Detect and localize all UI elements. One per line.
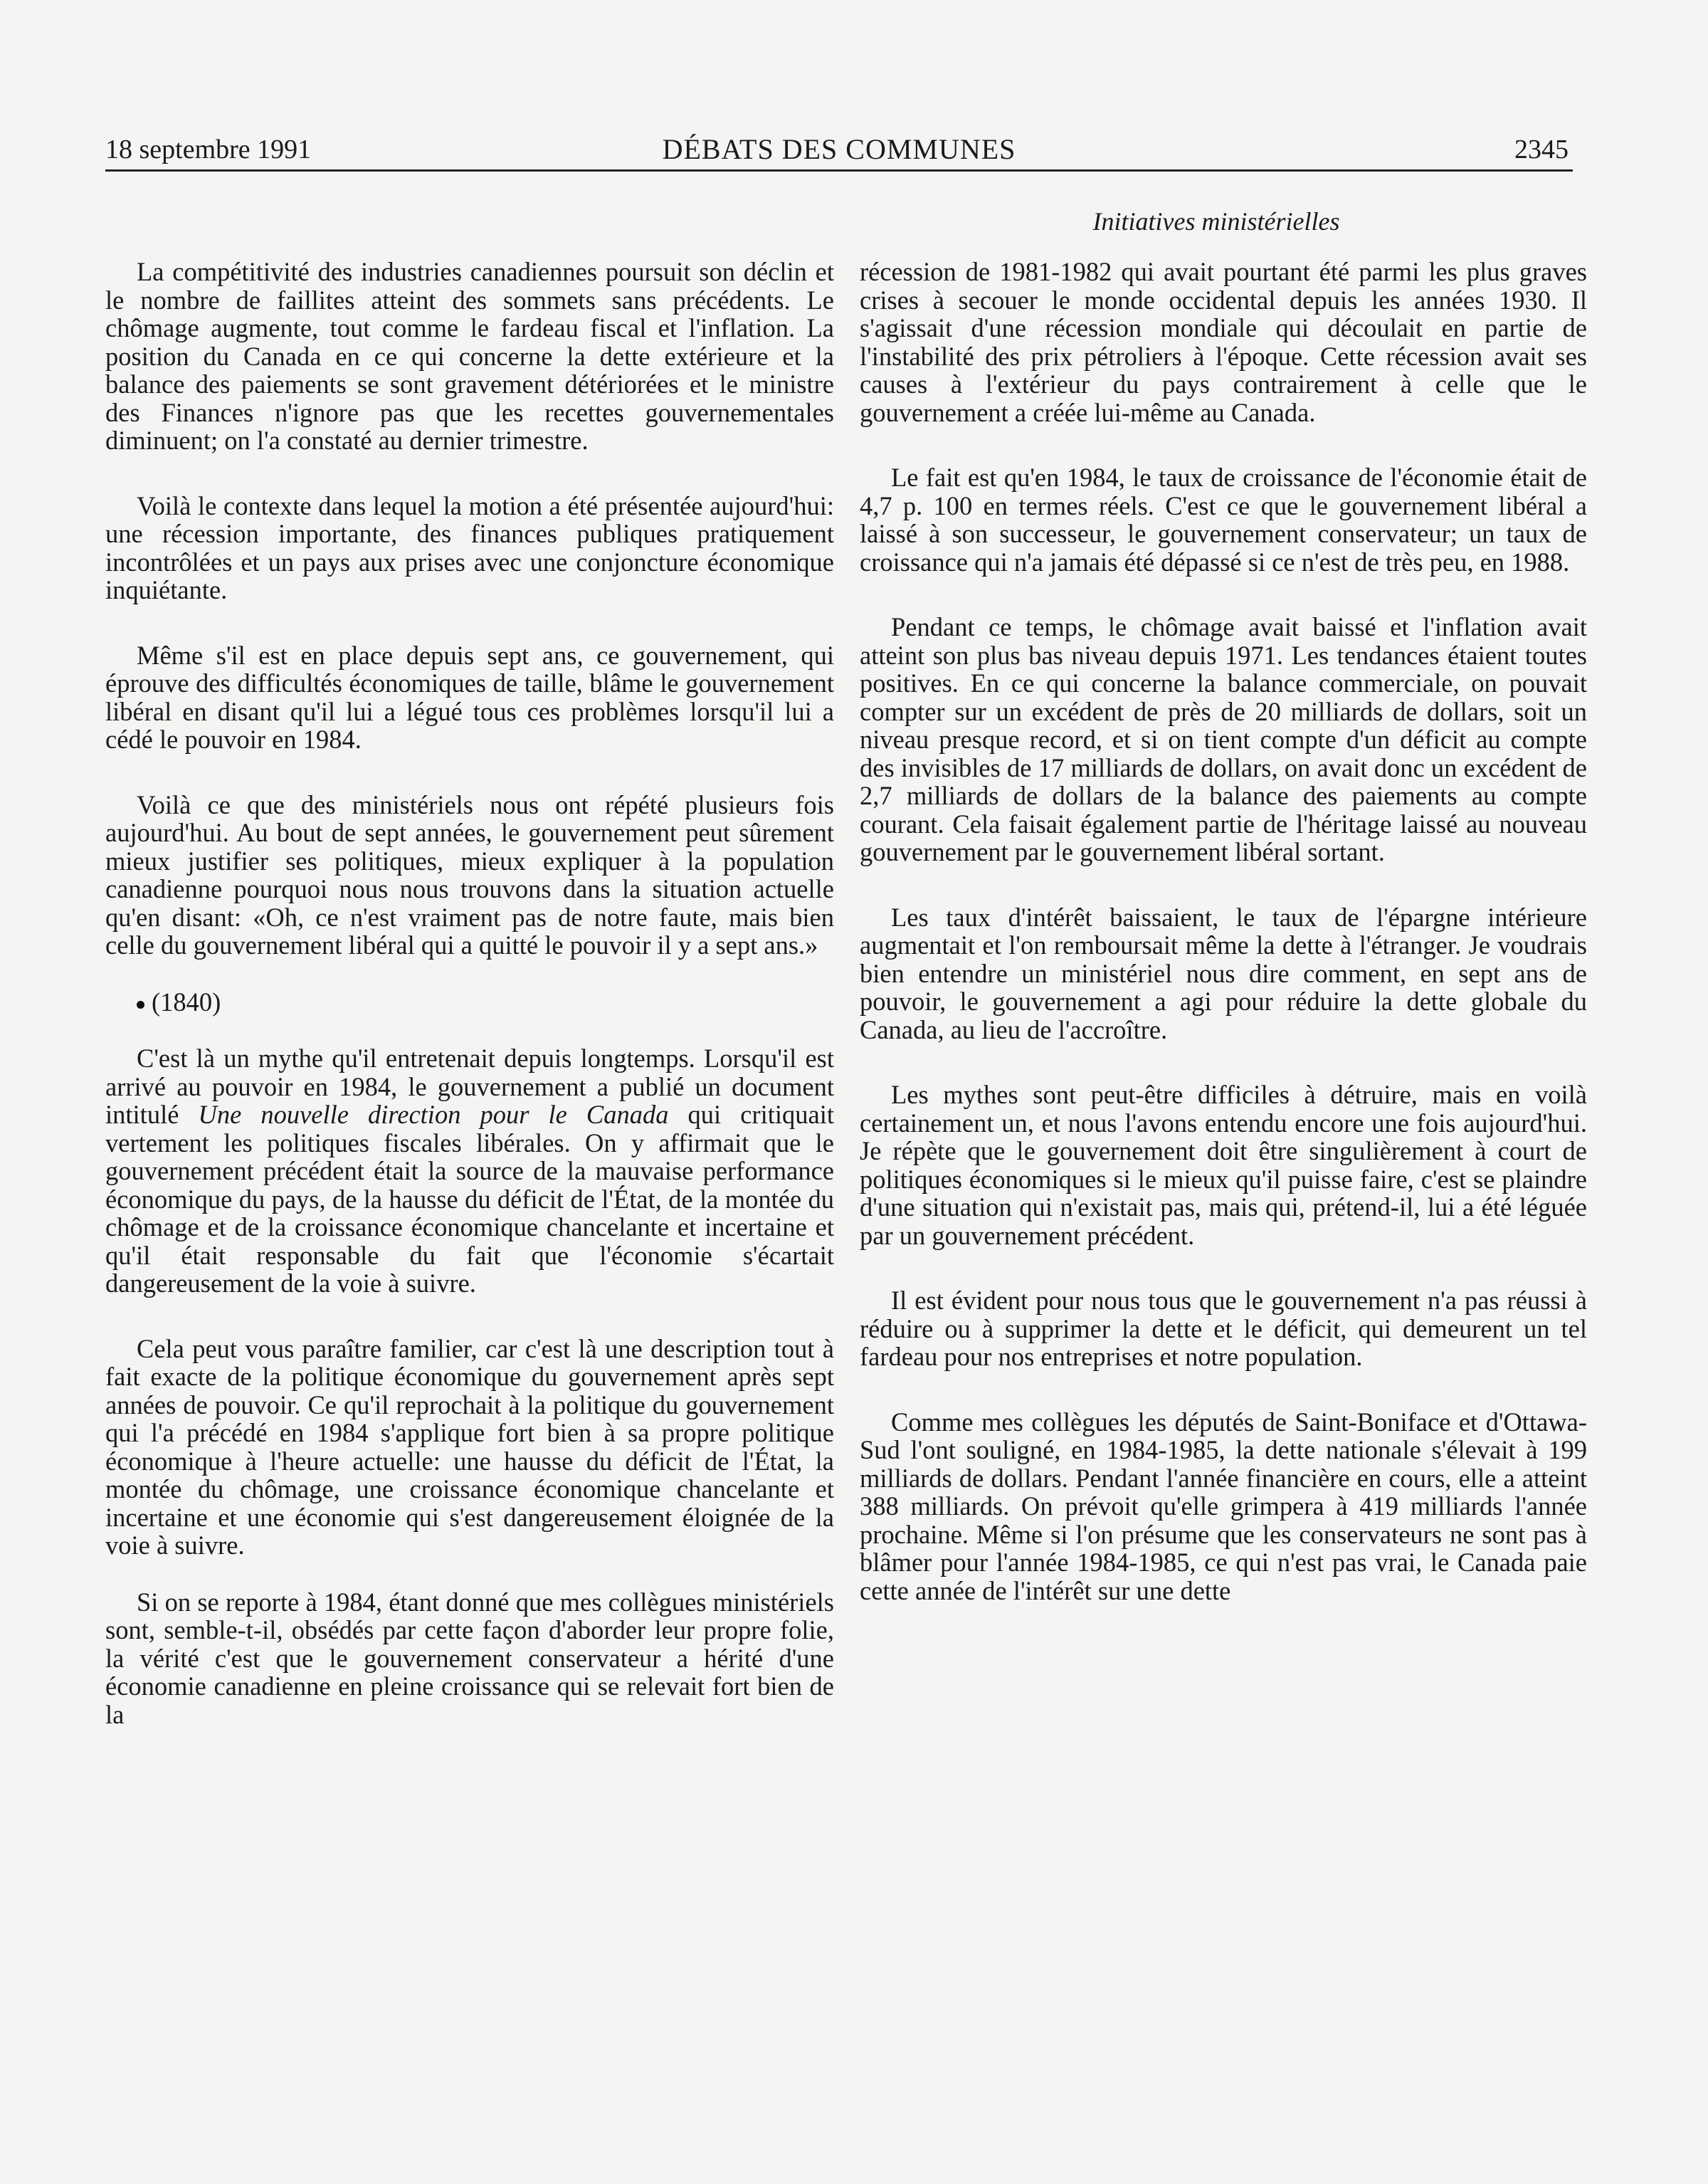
section-label: Initiatives ministérielles xyxy=(1092,207,1340,236)
paragraph: Même s'il est en place depuis sept ans, ce gouvernement, qui éprouve des difficultés économiques de taille, blâme le gouvernement libéral en disant qu'il lui a légué tous ces problèmes lorsqu'il lui a cédé le pouvoir en 1984. xyxy=(105,640,834,754)
paragraph: Cela peut vous paraître familier, car c'est là une description tout à fait exacte de la politique économique du gouvernement après sept années de pouvoir. Ce qu'il reprochait à la politique du gouvernement qui l'a précédé en 1984 s'applique fort bien à sa propre politique économique à l'heure actuelle: une hausse du déficit de l'État, la montée du chômage, une croissance économique chancelante et incertaine et une économie qui s'est dangereusement éloignée de la voie à suivre. xyxy=(105,1333,834,1560)
paragraph: Voilà ce que des ministériels nous ont répété plusieurs fois aujourd'hui. Au bout de sept années, le gouvernement peut sûrement mieux justifier ses politiques, mieux expliquer à la population canadienne pourquoi nous nous trouvons dans la situation actuelle qu'en disant: «Oh, ce n'est vraiment pas de notre faute, mais bien celle du gouvernement libéral qui a quitté le pouvoir il y a sept ans.» xyxy=(105,789,834,960)
page-header xyxy=(105,127,1573,172)
paragraph-text: C'est là un mythe qu'il entretenait depuis longtemps. Lorsqu'il est arrivé au pouvoir en 1984, le gouvernement a publié un document intitulé xyxy=(105,1044,834,1129)
document-title-italic: Une nouvelle direction pour le Canada xyxy=(198,1100,669,1129)
paragraph: Voilà le contexte dans lequel la motion a été présentée aujourd'hui: une récession importante, des finances publiques pratiquement incontrôlées et un pays aux prises avec une conjoncture économique inquiétante. xyxy=(105,490,834,604)
page-number: 2345 xyxy=(1514,135,1569,164)
paragraph-continued: récession de 1981-1982 qui avait pourtant été parmi les plus graves crises à secouer le monde occidental depuis les années 1930. Il s'agissait d'une récession mondiale qui découlait en partie de l'instabilité des prix pétroliers à l'époque. Cette récession avait ses causes à l'extérieur du pays contrairement à celle que le gouvernement a créée lui-même au Canada. xyxy=(860,257,1587,427)
header-date: 18 septembre 1991 xyxy=(105,135,312,164)
paragraph xyxy=(105,1044,834,1298)
paragraph: Comme mes collègues les députés de Saint-Boniface et d'Ottawa-Sud l'ont souligné, en 1984-1985, la dette nationale s'élevait à 199 milliards de dollars. Pendant l'année financière en cours, elle a atteint 388 milliards. On prévoit qu'elle grimpera à 419 milliards l'année prochaine. Même si l'on présume que les conservateurs ne sont pas à blâmer pour l'année 1984-1985, ce qui n'est pas vrai, le Canada paie cette année de l'intérêt sur une dette xyxy=(860,1407,1587,1605)
paragraph: Pendant ce temps, le chômage avait baissé et l'inflation avait atteint son plus bas niveau depuis 1971. Les tendances étaient toutes positives. En ce qui concerne la balance commerciale, on pouvait compter sur un excédent de près de 20 milliards de dollars, soit un niveau presque record, et si on tient compte d'un déficit au compte des invisibles de 17 milliards de dollars, on avait donc un excédent de 2,7 milliards de dollars de la balance des paiements au compte courant. Cela faisait également partie de l'héritage laissé au nouveau gouvernement par le gouvernement libéral sortant. xyxy=(860,612,1587,866)
left-column xyxy=(105,258,834,1728)
paragraph-text: qui critiquait vertement les politiques fiscales libérales. On y affirmait que le gouvernement précédent était la source de la mauvaise performance économique du pays, de la hausse du déficit de l'État, de la montée du chômage et de la croissance économique chancelante et incertaine et qu'il était responsable du fait que l'économie s'écartait dangereusement de la voie à suivre. xyxy=(105,1100,835,1298)
paragraph: Le fait est qu'en 1984, le taux de croissance de l'économie était de 4,7 p. 100 en termes réels. C'est ce que le gouvernement libéral a laissé à son successeur, le gouvernement conservateur; un taux de croissance qui n'a jamais été dépassé si ce n'est de très peu, en 1988. xyxy=(860,463,1587,577)
paragraph: Il est évident pour nous tous que le gouvernement n'a pas réussi à réduire ou à supprimer la dette et le déficit, qui demeurent un tel fardeau pour nos entreprises et notre population. xyxy=(860,1286,1587,1371)
time-marker-label: (1840) xyxy=(152,987,221,1017)
paragraph: Les taux d'intérêt baissaient, le taux de l'épargne intérieure augmentait et l'on remboursait même la dette à l'étranger. Je voudrais bien entendre un ministériel nous dire comment, en sept ans de pouvoir, le gouvernement a agi pour réduire la dette globale du Canada, au lieu de l'accroître. xyxy=(860,902,1587,1044)
paragraph: Si on se reporte à 1984, étant donné que mes collègues ministériels sont, semble-t-il, obsédés par cette façon d'aborder leur propre folie, la vérité c'est que le gouvernement conservateur a hérité d'une économie canadienne en pleine croissance qui se relevait fort bien de la xyxy=(105,1587,834,1729)
time-marker xyxy=(105,988,834,1017)
publication-title: DÉBATS DES COMMUNES xyxy=(662,133,1016,165)
right-column xyxy=(860,258,1587,1605)
paragraph: La compétitivité des industries canadiennes poursuit son déclin et le nombre de faillites atteint des sommets sans précédents. Le chômage augmente, tout comme le fardeau fiscal et l'inflation. La position du Canada en ce qui concerne la dette extérieure et la balance des paiements se sont gravement détériorées et le ministre des Finances n'ignore pas que les recettes gouvernementales diminuent; on l'a constaté au dernier trimestre. xyxy=(105,257,834,455)
paragraph: Les mythes sont peut-être difficiles à détruire, mais en voilà certainement un, et nous l'avons entendu encore une fois aujourd'hui. Je répète que le gouvernement doit être singulièrement à court de politiques économiques si le mieux qu'il puisse faire, c'est se plaindre d'une situation qui n'existait pas, mais qui, prétend-il, lui a été léguée par un gouvernement précédent. xyxy=(860,1080,1587,1250)
bullet-icon xyxy=(137,1001,144,1009)
